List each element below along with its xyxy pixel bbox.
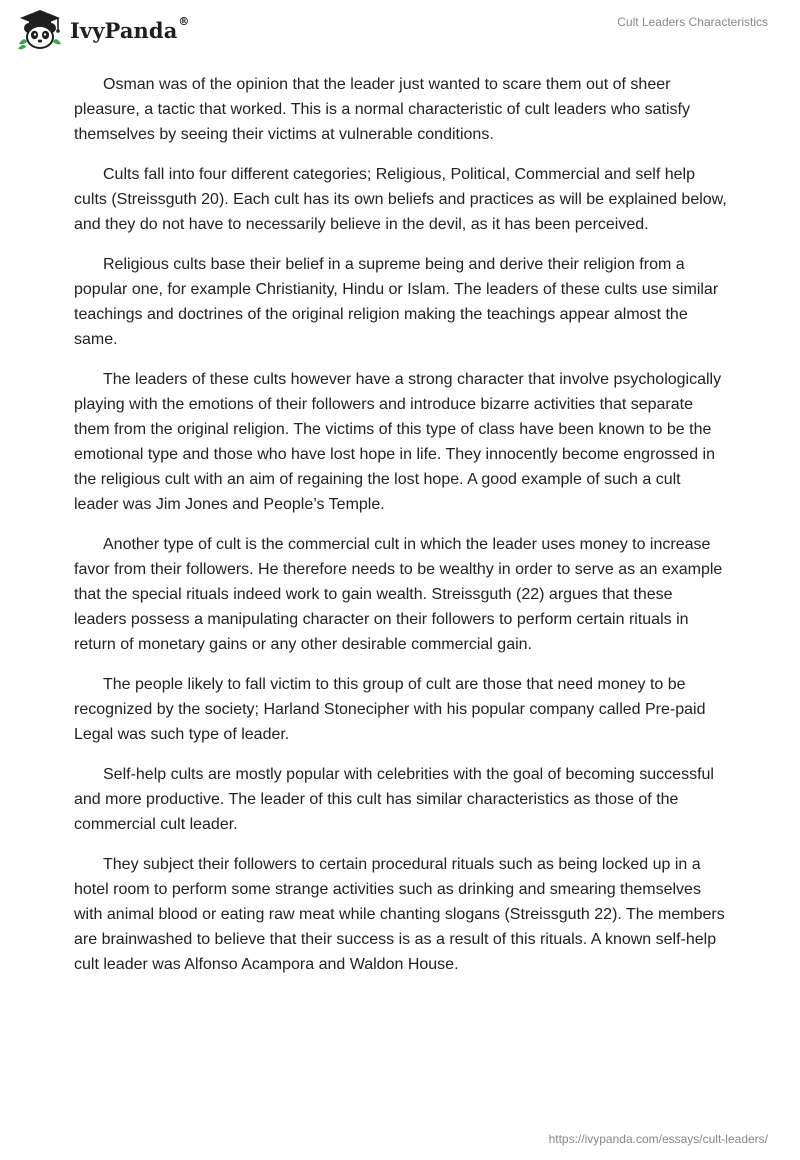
registered-mark: ® <box>178 14 190 28</box>
essay-body <box>74 72 728 992</box>
paragraph-5: Another type of cult is the commercial cult in which the leader uses money to increase favor from their followers. He therefore needs to be wealthy in order to serve as an example that the special rituals indeed work to gain wealth. Streissguth (22) argues that these leaders possess a manipulating character on their followers to perform certain rituals in return of monetary gains or any other desirable commercial gain. <box>74 536 723 653</box>
ivypanda-logo-link[interactable] <box>16 8 190 50</box>
panda-graduate-logo-icon <box>16 8 64 50</box>
paragraph-3: Religious cults base their belief in a supreme being and derive their religion from a popular one, for example Christianity, Hindu or Islam. The leaders of these cults use similar teachings and doctrines of the original religion making the teachings appear almost the same. <box>74 256 719 348</box>
source-url[interactable]: https://ivypanda.com/essays/cult-leaders/ <box>548 1132 768 1146</box>
paragraph-1: Osman was of the opinion that the leader just wanted to scare them out of sheer pleasure, a tactic that worked. This is a normal characteristic of cult leaders who satisfy themselves by seeing their victims at vulnerable conditions. <box>74 76 690 143</box>
paragraph-7: Self-help cults are mostly popular with celebrities with the goal of becoming successful and more productive. The leader of this cult has similar characteristics as those of the commercial cult leader. <box>74 766 714 833</box>
brand-name: IvyPanda® <box>70 14 190 43</box>
paragraph-6: The people likely to fall victim to this group of cult are those that need money to be recognized by the society; Harland Stonecipher with his popular company called Pre-paid Legal was such type of leader. <box>74 676 706 743</box>
paragraph-4: The leaders of these cults however have a strong character that involve psychologically playing with the emotions of their followers and introduce bizarre activities that separate them from the original religion. The victims of this type of class have been known to be the emotional type and those who have lost hope in life. They innocently become engrossed in the religious cult with an aim of regaining the lost hope. A good example of such a cult leader was Jim Jones and People’s Temple. <box>74 371 722 513</box>
paragraph-2: Cults fall into four different categories; Religious, Political, Commercial and self help cults (Streissguth 20). Each cult has its own beliefs and practices as will be explained below, and they do not have to necessarily believe in the devil, as it has been perceived. <box>74 166 727 233</box>
page-header <box>0 0 800 60</box>
paragraph-8: They subject their followers to certain procedural rituals such as being locked up in a hotel room to perform some strange activities such as drinking and smearing themselves with animal blood or eating raw meat while chanting slogans (Streissguth 22). The members are brainwashed to believe that their success is as a result of this rituals. A known self-help cult leader was Alfonso Acampora and Waldon House. <box>74 856 725 973</box>
document-title: Cult Leaders Characteristics <box>617 15 768 29</box>
